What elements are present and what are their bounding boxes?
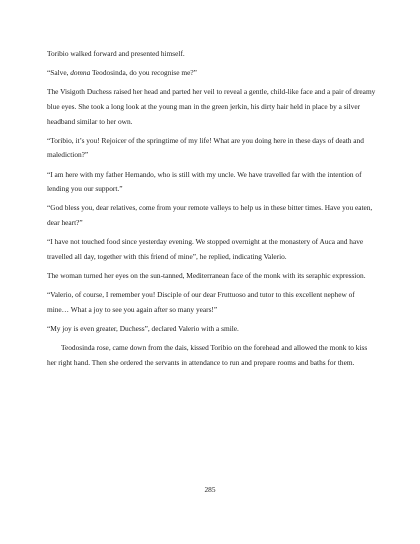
paragraph-3: The Visigoth Duchess raised her head and parted her veil to reveal a gentle, child-like face and a pair of dreamy blue eyes. She took a long look at the young man in the green jerkin, his dirty hair held in place by a silver headband similar to her own. <box>47 87 376 126</box>
paragraph-9: “Valerio, of course, I remember you! Disciple of our dear Fruttuoso and tutor to this excellent nephew of mine… What a joy to see you again after so many years!” <box>47 290 355 314</box>
page-body <box>47 47 377 375</box>
paragraph-10: “My joy is even greater, Duchess”, declared Valerio with a smile. <box>47 323 239 333</box>
paragraph-5: “I am here with my father Hernando, who is still with my uncle. We have travelled far with the intention of lending you our support.” <box>47 169 362 194</box>
paragraph-8: The woman turned her eyes on the sun-tanned, Mediterranean face of the monk with its seraphic expression. <box>47 270 366 280</box>
paragraph-11: Teodosinda rose, came down from the dais, kissed Toribio on the forehead and allowed the monk to kiss her right hand. Then she ordered the servants in attendance to run and prepare rooms and baths for them. <box>47 343 368 367</box>
paragraph-7: “I have not touched food since yesterday evening. We stopped overnight at the monastery of Auca and have travelled all day, together with this friend of mine”, he replied, indicating Valerio. <box>47 237 364 261</box>
paragraph-6: “God bless you, dear relatives, come from your remote valleys to help us in these bitter times. Have you eaten, dear heart?” <box>47 203 373 227</box>
paragraph-2-post: Teodosinda, do you recognise me?” <box>90 68 197 78</box>
paragraph-1: Toribio walked forward and presented himself. <box>47 49 185 58</box>
paragraph-2-pre: “Salve, <box>47 68 71 78</box>
page-number: 285 <box>204 485 216 494</box>
paragraph-2-italic: domna <box>70 68 91 78</box>
paragraph-4: “Toribio, it’s you! Rejoicer of the springtime of my life! What are you doing here in these days of death and malediction?” <box>47 135 364 160</box>
paragraph-2 <box>47 66 377 81</box>
